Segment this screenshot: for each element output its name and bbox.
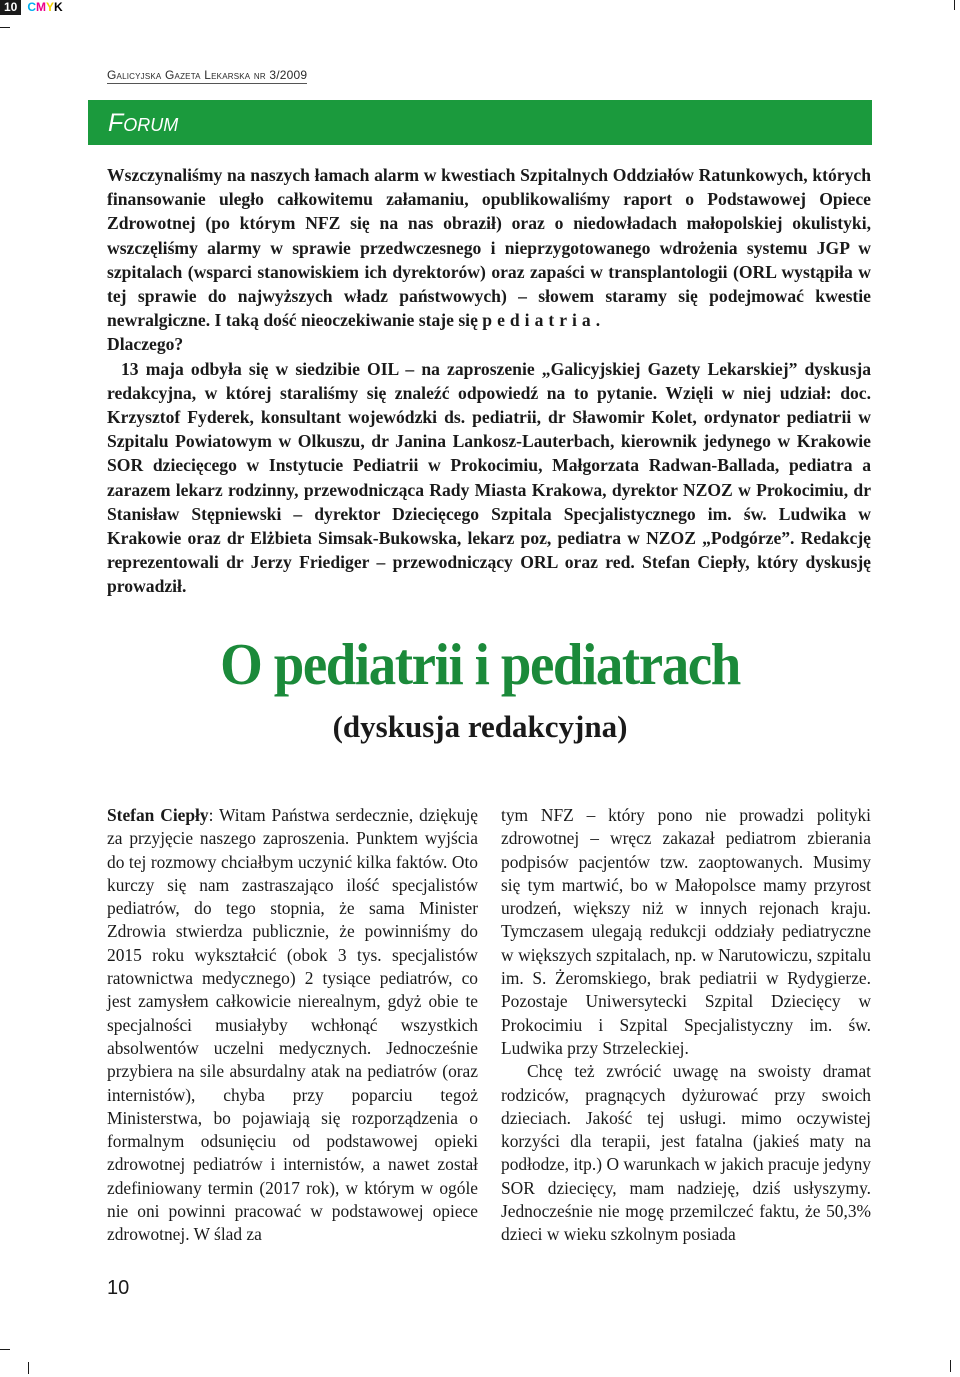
crop-mark-bottom-left: [0, 1349, 10, 1350]
body-paragraph: Chcę też zwrócić uwagę na swoisty dramat rodziców, pragnących dyżurować przy swoich dzieciach. Jakość tej usługi. mimo oczywistej korzyści dla terapii, jest fatalna (jakieś maty na podłodze, itp.) O warunkach w jakich pracuje jedyny SOR dziecięcy, mam nadzieję, dziś usłyszymy. Jednocześnie nie mogę przemilczeć faktu, że 50,3% dzieci w wieku szkolnym posiada: [501, 1061, 871, 1245]
section-label: Forum: [108, 109, 179, 137]
lead-paragraph-text: Wszczynaliśmy na naszych łamach alarm w kwestiach Szpitalnych Oddziałów Ratunkowych, których finansowanie uległo całkowitemu załamaniu, opublikowaliśmy raport o Podstawowej Opiece Zdrowotnej (po którym NFZ się na nas obraził) oraz o niedowładach małopolskiej okulistyki, wszczęliśmy alarmy w sprawie przedwczesnego i nieprzygotowanego wdrożenia systemu JGP w szpitalach (wsparci stanowiskiem ich dyrektorów) oraz zapaści w transplantologii (ORL wystąpiła w tej sprawie do najwyższych władz państwowych) – słowem staramy się podejmować kwestie newralgiczne. I taką dość nieoczekiwanie staje się: [107, 165, 871, 331]
lead-question: Dlaczego?: [107, 334, 184, 355]
body-column-left: [107, 804, 478, 1247]
crop-mark-top-left: [0, 27, 10, 28]
crop-mark-bottom-right: [950, 1360, 951, 1372]
cmyk-m: M: [36, 0, 47, 14]
lead-spaced-word: pediatria.: [482, 310, 606, 331]
lead-intro: [107, 163, 871, 599]
crop-mark-top-right: [954, 0, 955, 10]
body-paragraph: tym NFZ – który pono nie prowadzi polityki zdrowotnej – wręcz zakazał pediatrom zbierania podpisów pacjentów tzw. zaoptowanych. Musimy się tym martwić, bo w Małopolsce mamy przyrost urodzeń, większy niż w innych rejonach kraju. Tymczasem ulegają redukcji oddziały pediatryczne w większych szpitalach, np. w Narutowiczu, szpitalu im. S. Żeromskiego, brak pediatrii w Rydygierze. Pozostaje Uniwersytecki Szpital Dziecięcy w Prokocimiu i Szpital Specjalistyczny im. św. Ludwika przy Strzeleckiej.: [501, 805, 871, 1058]
body-column-right: [501, 804, 871, 1247]
cmyk-k: K: [54, 0, 63, 14]
lead-participants: 13 maja odbyła się w siedzibie OIL – na zaproszenie „Galicyjskiej Gazety Lekarskiej” dyskusja redakcyjna, w której staraliśmy się znaleźć odpowiedź na to pytanie. Wzięli w niej udział: doc. Krzysztof Fyderek, konsultant wojewódzki ds. pediatrii, dr Sławomir Kolet, ordynator pediatrii w Szpitalu Powiatowym w Olkuszu, dr Janina Lankosz-Lauterbach, kierownik jedynego w Krakowie SOR dziecięcego w Instytucie Pediatrii w Prokocimiu, Małgorzata Radwan-Ballada, pediatra a zarazem lekarz rodzinny, przewodnicząca Rady Miasta Krakowa, dyrektor NZOZ w Prokocimiu, dr Stanisław Stępniewski – dyrektor Dziecięcego Szpitala Specjalistycznego im. św. Ludwika w Krakowie oraz dr Elżbieta Simsak-Bukowska, lekarz poz, pediatra w NZOZ „Podgórze”. Redakcję reprezentowali dr Jerzy Friediger – przewodniczący ORL oraz red. Stefan Ciepły, który dyskusję prowadził.: [107, 358, 871, 597]
masthead: Galicyjska Gazeta Lekarska nr 3/2009: [107, 68, 308, 82]
speaker-name: Stefan Ciepły: [107, 805, 209, 825]
article-headline: O pediatrii i pediatrach: [220, 631, 740, 697]
cmyk-y: Y: [46, 0, 55, 14]
body-paragraph: [107, 804, 478, 1247]
print-page-tab: 10: [0, 0, 21, 15]
lead-paragraph: [107, 163, 871, 332]
crop-mark-bottom-vert: [28, 1362, 29, 1374]
print-registration-mark: [0, 0, 63, 15]
section-bar: [88, 100, 872, 145]
speaker-text: : Witam Państwa serdecznie, dziękuję za przyjęcie naszego zaproszenia. Punktem wyjścia do tej rozmowy chciałbym uczynić kilka faktów. Oto kurczy się nam zastraszająco ilość specjalistów pediatrów, do tego stopnia, że sama Minister Zdrowia stwierdza publicznie, że powinniśmy do 2015 roku wykształcić (obok 3 tys. specjalistów ratownictwa medycznego) 2 tysiące pediatrów, co jest zamysłem całkowicie nierealnym, gdyż obie te specjalności musiałyby wchłonąć wszystkich absolwentów uczelni medycznych. Jednocześnie przybiera na sile absurdalny atak na pediatrów (oraz internistów), chyba przy poparciu tegoż Ministerstwa, bo pojawiają się rozporządzenia o formalnym odsunięciu od podstawowej opieki zdrowotnej pediatrów i internistów, a nawet został zdefiniowany termin (2017 rok), w którym w ogóle nie oni powinni pracować w podstawowej opiece zdrowotnej. W ślad za: [107, 805, 478, 1245]
article-subheadline: (dyskusja redakcyjna): [332, 709, 628, 744]
page-number: 10: [107, 1277, 130, 1299]
cmyk-c: C: [27, 0, 37, 14]
